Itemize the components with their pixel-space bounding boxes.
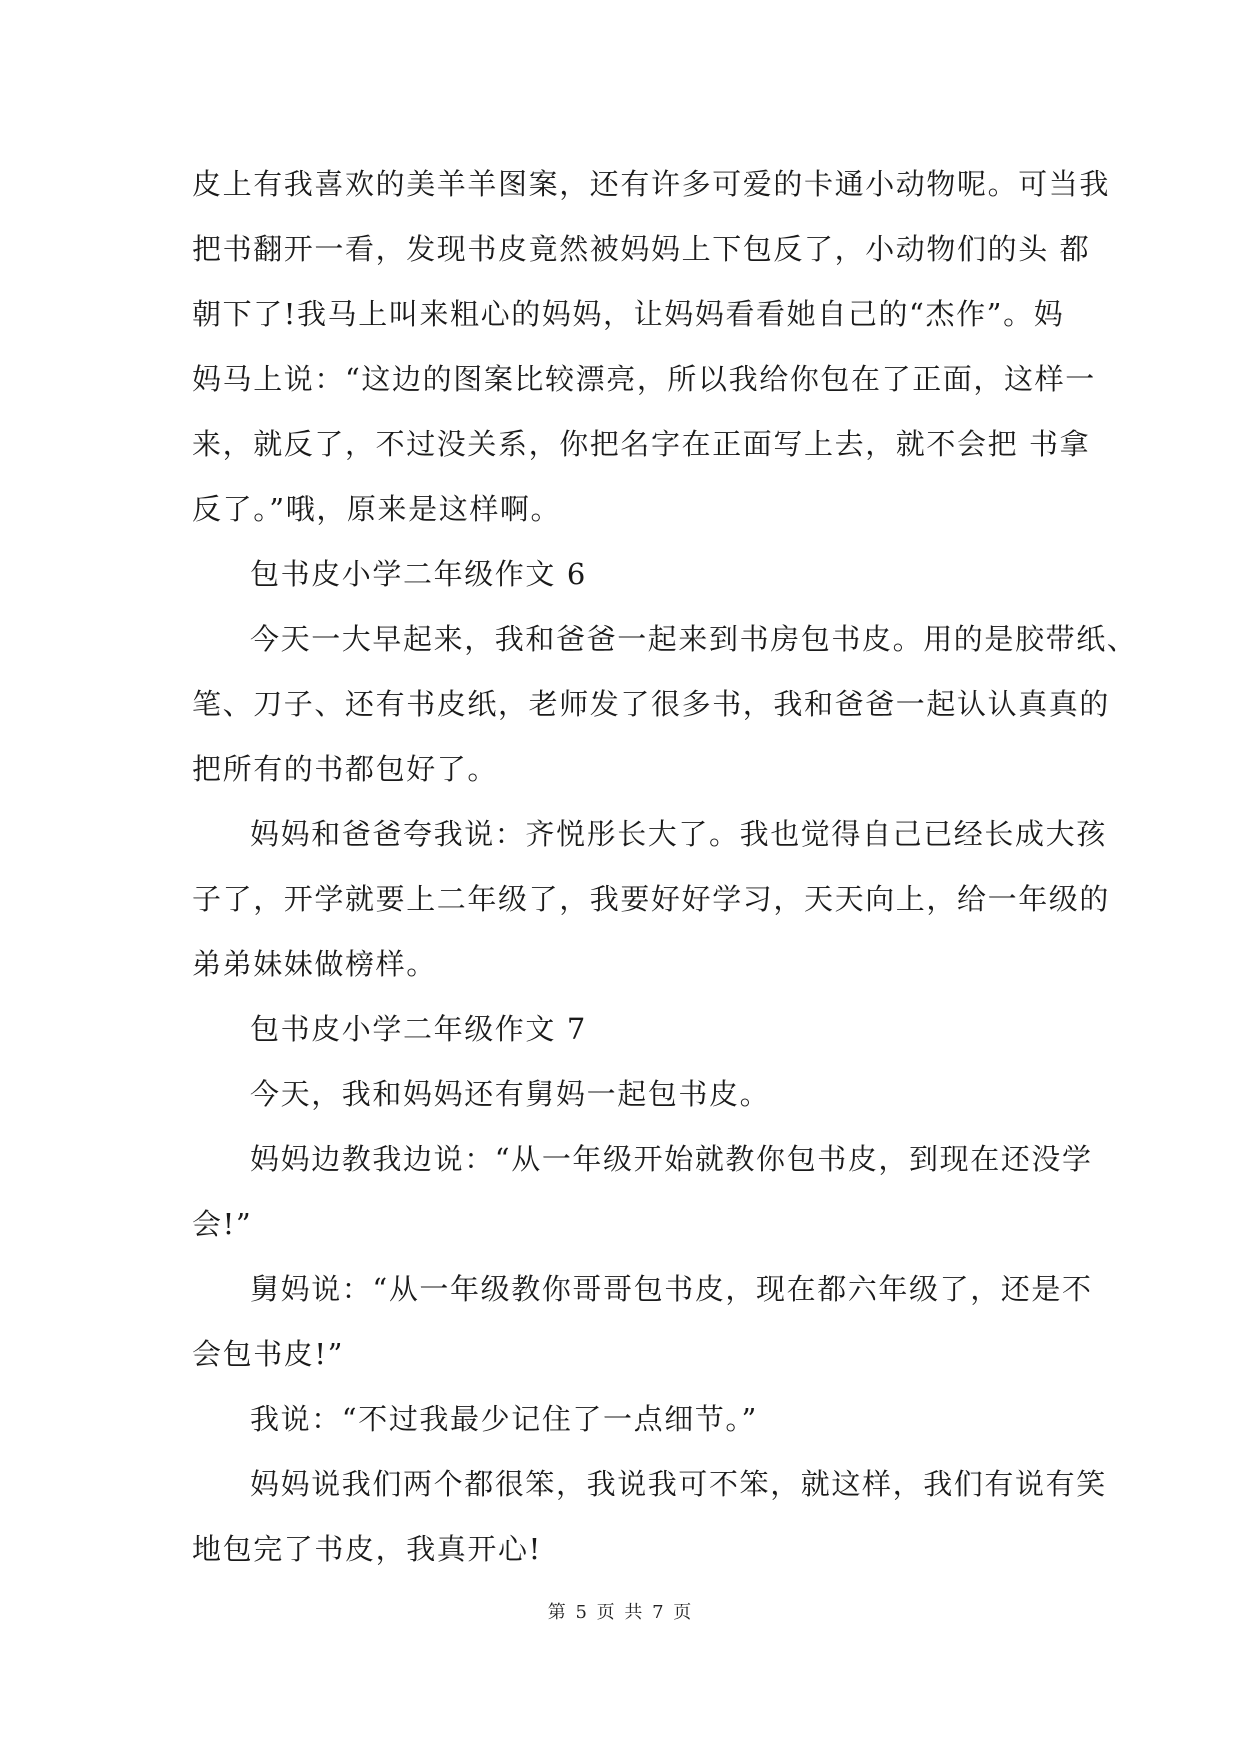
text-line: 皮上有我喜欢的美羊羊图案，还有许多可爱的卡通小动物呢。可当我: [192, 167, 1111, 201]
text-line: 会!”: [192, 1207, 253, 1241]
text-line: 来，就反了，不过没关系，你把名字在正面写上去，就不会把 书拿: [192, 427, 1091, 461]
section-heading: 包书皮小学二年级作文 7: [250, 1012, 587, 1046]
text-line: 我说：“不过我最少记住了一点细节。”: [250, 1402, 758, 1436]
body-text: [192, 152, 1138, 1582]
text-line: 妈妈边教我边说：“从一年级开始就教你包书皮，到现在还没学: [250, 1142, 1093, 1176]
text-line: 今天一大早起来，我和爸爸一起来到书房包书皮。用的是胶带纸、: [250, 622, 1138, 656]
text-line: 妈妈说我们两个都很笨，我说我可不笨，就这样，我们有说有笑: [250, 1467, 1107, 1501]
text-line: 笔、刀子、还有书皮纸，老师发了很多书，我和爸爸一起认认真真的: [192, 687, 1111, 721]
text-line: 把书翻开一看，发现书皮竟然被妈妈上下包反了，小动物们的头 都: [192, 232, 1091, 266]
section-heading: 包书皮小学二年级作文 6: [250, 557, 587, 591]
text-line: 弟弟妹妹做榜样。: [192, 947, 437, 981]
text-line: 会包书皮!”: [192, 1337, 345, 1371]
text-line: 舅妈说：“从一年级教你哥哥包书皮，现在都六年级了，还是不: [250, 1272, 1093, 1306]
text-line: 反了。”哦，原来是这样啊。: [192, 492, 562, 526]
text-line: 朝下了!我马上叫来粗心的妈妈，让妈妈看看她自己的“杰作”。妈: [192, 297, 1065, 331]
text-line: 妈马上说：“这边的图案比较漂亮，所以我给你包在了正面，这样一: [192, 362, 1096, 396]
text-line: 子了，开学就要上二年级了，我要好好学习，天天向上，给一年级的: [192, 882, 1111, 916]
text-line: 妈妈和爸爸夸我说：齐悦彤长大了。我也觉得自己已经长成大孩: [250, 817, 1107, 851]
text-line: 今天，我和妈妈还有舅妈一起包书皮。: [250, 1077, 771, 1111]
page-number-footer: 第 5 页 共 7 页: [547, 1602, 694, 1623]
text-line: 把所有的书都包好了。: [192, 752, 499, 786]
text-line: 地包完了书皮，我真开心!: [192, 1532, 542, 1566]
